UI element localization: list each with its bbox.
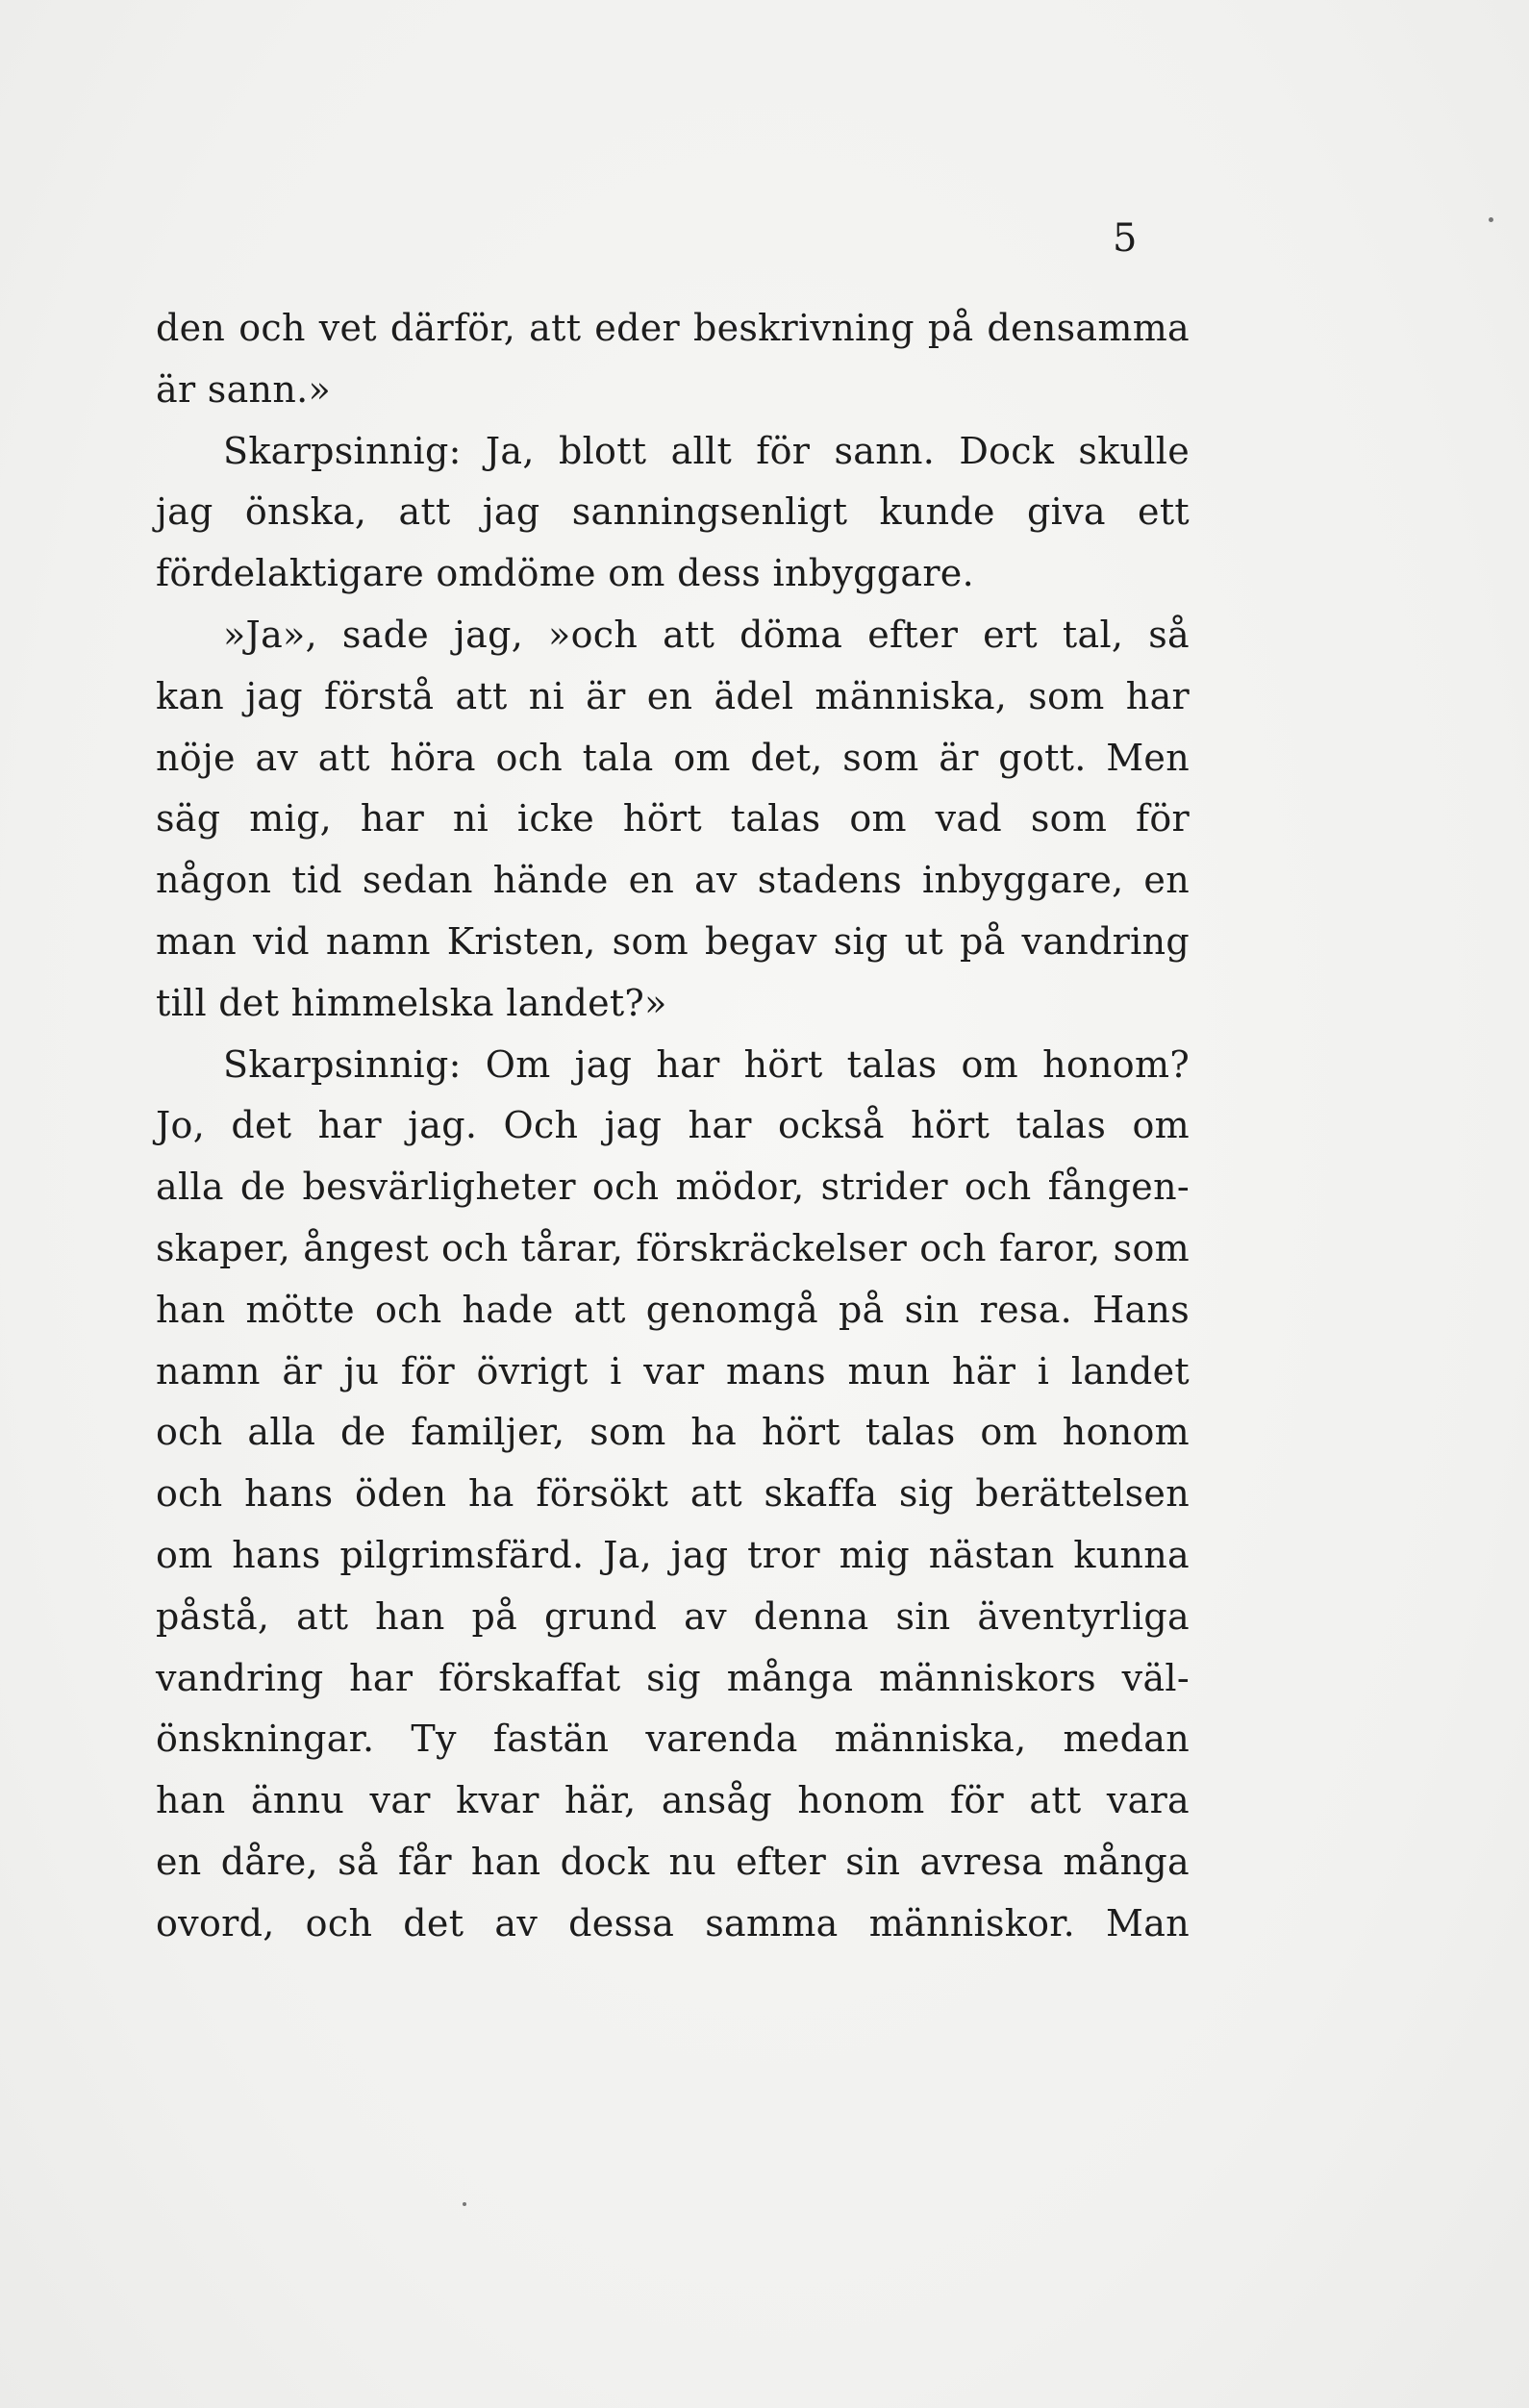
text-line: påstå, att han på grund av denna sin äventyrliga: [156, 1594, 1190, 1638]
text-line: någon tid sedan hände en av stadens inbyggare, en: [156, 859, 1190, 902]
text-line: fördelaktigare omdöme om dess inbyggare.: [156, 552, 974, 595]
text-line: nöje av att höra och tala om det, som är gott. Men: [156, 736, 1190, 779]
text-line: han mötte och hade att genomgå på sin resa. Hans: [156, 1288, 1190, 1331]
text-line: Skarpsinnig: Om jag har hört talas om honom?: [223, 1042, 1190, 1086]
page-number: 5: [1113, 216, 1138, 261]
text-line: vandring har förskaffat sig många människors väl-: [156, 1656, 1190, 1699]
text-line: jag önska, att jag sanningsenligt kunde giva ett: [156, 490, 1190, 534]
text-line: är sann.»: [156, 367, 332, 411]
paper-speck: [1489, 217, 1493, 222]
text-line: Jo, det har jag. Och jag har också hört talas om: [156, 1104, 1190, 1147]
text-line: och alla de familjer, som ha hört talas om honom: [156, 1411, 1190, 1454]
text-line: man vid namn Kristen, som begav sig ut på vandring: [156, 919, 1190, 963]
text-line: skaper, ångest och tårar, förskräckelser och faror, som: [156, 1226, 1190, 1269]
text-line: den och vet därför, att eder beskrivning på densamma: [156, 307, 1190, 349]
text-line: säg mig, har ni icke hört talas om vad som för: [156, 797, 1190, 840]
paper-speck: [463, 2202, 466, 2206]
text-line: han ännu var kvar här, ansåg honom för att vara: [156, 1779, 1190, 1822]
text-line: en dåre, så får han dock nu efter sin avresa många: [156, 1840, 1190, 1883]
text-line: ovord, och det av dessa samma människor. Man: [156, 1901, 1190, 1944]
text-line: alla de besvärligheter och mödor, strider och fången-: [156, 1166, 1190, 1209]
text-line: Skarpsinnig: Ja, blott allt för sann. Dock skulle: [223, 429, 1190, 472]
text-line: namn är ju för övrigt i var mans mun här i landet: [156, 1349, 1190, 1392]
text-line: »Ja», sade jag, »och att döma efter ert tal, så: [223, 613, 1190, 656]
body-text: [156, 298, 1190, 1955]
text-line: önskningar. Ty fastän varenda människa, medan: [156, 1718, 1190, 1761]
text-line: och hans öden ha försökt att skaffa sig berättelsen: [156, 1472, 1190, 1516]
text-line: till det himmelska landet?»: [156, 981, 667, 1024]
text-line: om hans pilgrimsfärd. Ja, jag tror mig nästan kunna: [156, 1533, 1190, 1576]
text-line: kan jag förstå att ni är en ädel människa, som har: [156, 674, 1190, 717]
